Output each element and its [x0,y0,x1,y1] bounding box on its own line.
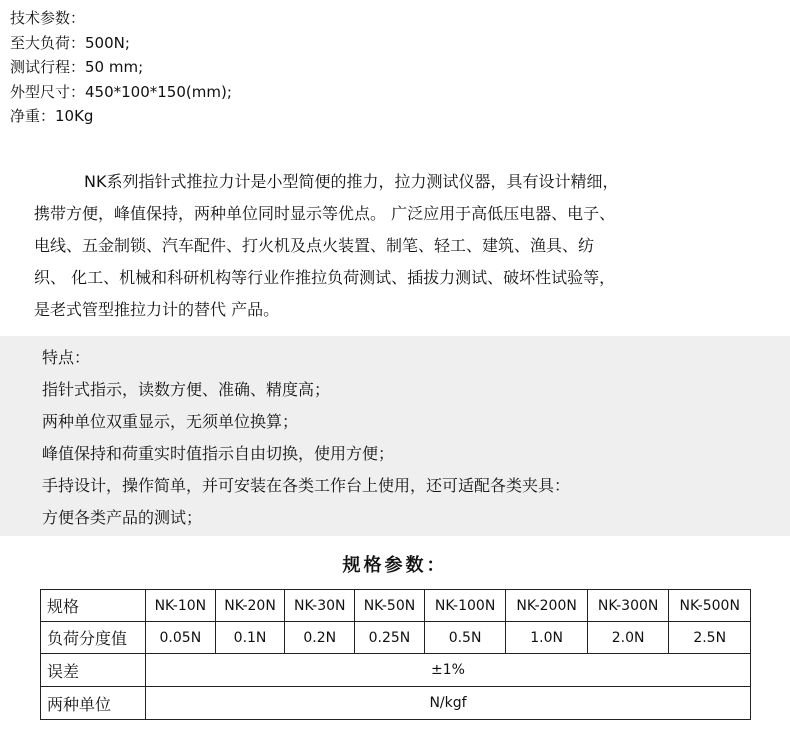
feature-item: 峰值保持和荷重实时值指示自由切换，使用方便； [42,444,395,463]
model-cell: NK-10N [146,590,216,622]
resolution-cell: 1.0N [506,622,588,654]
param-net-weight: 净重：10Kg [10,107,94,125]
spec-table [40,589,751,720]
param-dimensions: 外型尺寸：450*100*150(mm); [10,82,232,101]
table-row [41,590,751,622]
row-label-error: 误差 [41,654,146,687]
technical-parameters [10,6,232,129]
table-row [41,654,751,687]
row-label-resolution: 负荷分度值 [41,622,146,654]
features-panel [0,336,790,536]
error-cell: ±1% [146,654,751,687]
spec-title: 规格参数： [342,555,448,576]
resolution-cell: 2.0N [587,622,669,654]
resolution-cell: 0.05N [146,622,216,654]
intro-line: NK系列指针式推拉力计是小型简便的推力，拉力测试仪器，具有设计精细， [84,172,619,191]
intro-line: 携带方便，峰值保持，两种单位同时显示等优点。 广泛应用于高低压电器、电子、 [34,204,616,223]
model-cell: NK-100N [424,590,506,622]
model-cell: NK-50N [355,590,425,622]
intro-line: 织、 化工、机械和科研机构等行业作推拉负荷测试、插拔力测试、破坏性试验等， [34,268,616,287]
features-heading: 特点： [42,348,91,367]
feature-item: 手持设计，操作简单，并可安装在各类工作台上使用，还可适配各类夹具： [42,476,571,495]
model-cell: NK-20N [215,590,285,622]
feature-item: 指针式指示，读数方便、准确、精度高； [42,380,331,399]
model-cell: NK-300N [587,590,669,622]
product-intro [34,166,774,326]
feature-item: 两种单位双重显示，无须单位换算； [42,412,299,431]
feature-item: 方便各类产品的测试； [42,508,203,527]
model-cell: NK-500N [669,590,751,622]
resolution-cell: 0.25N [355,622,425,654]
model-cell: NK-30N [285,590,355,622]
model-cell: NK-200N [506,590,588,622]
resolution-cell: 0.5N [424,622,506,654]
table-row [41,622,751,654]
intro-line: 是老式管型推拉力计的替代 产品。 [34,300,280,319]
resolution-cell: 0.2N [285,622,355,654]
row-label-model: 规格 [41,590,146,622]
intro-line: 电线、五金制锁、汽车配件、打火机及点火装置、制笔、轻工、建筑、渔具、纺 [34,236,595,255]
param-max-load: 至大负荷：500N; [10,33,130,52]
units-cell: N/kgf [146,687,751,720]
table-row [41,687,751,720]
param-stroke: 测试行程：50 mm; [10,58,144,76]
resolution-cell: 2.5N [669,622,751,654]
params-heading: 技术参数： [10,9,86,27]
resolution-cell: 0.1N [215,622,285,654]
row-label-units: 两种单位 [41,687,146,720]
